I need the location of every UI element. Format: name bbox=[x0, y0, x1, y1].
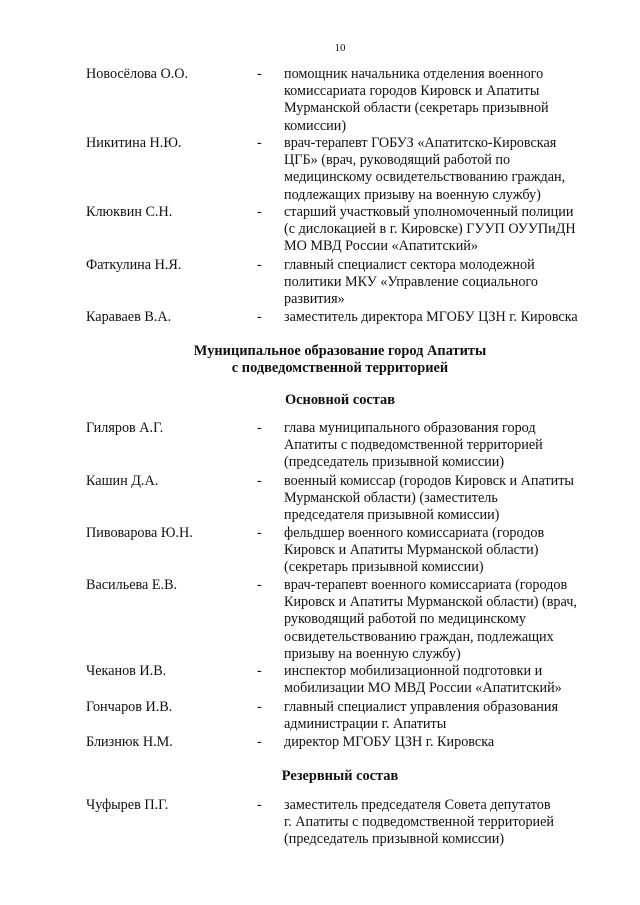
member-name: Гончаров И.В. bbox=[86, 699, 173, 715]
member-position: глава муниципального образования город Апатиты с подведомственной территорией (председатель призывной комиссии) bbox=[284, 420, 543, 471]
separator-dash: - bbox=[257, 135, 262, 151]
member-position: военный комиссар (городов Кировск и Апатиты Мурманской области) (заместитель председателя призывной комиссии) bbox=[284, 473, 574, 524]
list-item bbox=[86, 525, 616, 577]
member-name: Никитина Н.Ю. bbox=[86, 135, 182, 151]
list-item bbox=[86, 204, 616, 257]
member-name: Пивоварова Ю.Н. bbox=[86, 525, 193, 541]
list-item bbox=[86, 66, 616, 135]
member-position: директор МГОБУ ЦЗН г. Кировска bbox=[284, 734, 495, 750]
member-position: заместитель председателя Совета депутатов г. Апатиты с подведомственной территорией (председатель призывной комиссии) bbox=[284, 797, 555, 848]
member-position: инспектор мобилизационной подготовки и мобилизации МО МВД России «Апатитский» bbox=[284, 663, 562, 697]
member-name: Кашин Д.А. bbox=[86, 473, 159, 489]
member-position: старший участковый уполномоченный полиции (с дислокацией в г. Кировске) ГУУП ОУУПиДН МО МВД России «Апатитский» bbox=[284, 204, 576, 255]
list-item bbox=[86, 699, 616, 734]
member-position: заместитель директора МГОБУ ЦЗН г. Кировска bbox=[284, 309, 578, 325]
list-item bbox=[86, 473, 616, 525]
member-name: Васильева Е.В. bbox=[86, 577, 178, 593]
separator-dash: - bbox=[257, 473, 262, 489]
list-item bbox=[86, 309, 616, 327]
separator-dash: - bbox=[257, 663, 262, 679]
list-item bbox=[86, 420, 616, 473]
page-number: 10 bbox=[334, 42, 346, 54]
list-item bbox=[86, 734, 616, 752]
separator-dash: - bbox=[257, 420, 262, 436]
separator-dash: - bbox=[257, 257, 262, 273]
separator-dash: - bbox=[257, 525, 262, 541]
list-item bbox=[86, 257, 616, 309]
separator-dash: - bbox=[257, 699, 262, 715]
member-name: Караваев В.А. bbox=[86, 309, 172, 325]
reserve-composition-list bbox=[86, 797, 616, 850]
main-composition-heading: Основной состав bbox=[284, 392, 396, 408]
separator-dash: - bbox=[257, 66, 262, 82]
commission-members-list bbox=[86, 66, 616, 327]
member-name: Новосёлова О.О. bbox=[86, 66, 189, 82]
member-position: фельдшер военного комиссариата (городов Кировск и Апатиты Мурманской области) (секретарь призывной комиссии) bbox=[284, 525, 545, 576]
member-position: главный специалист управления образования администрации г. Апатиты bbox=[284, 699, 559, 733]
separator-dash: - bbox=[257, 204, 262, 220]
list-item bbox=[86, 577, 616, 663]
member-position: помощник начальника отделения военного комиссариата городов Кировск и Апатиты Мурманской области (секретарь призывной комиссии) bbox=[284, 66, 549, 134]
member-name: Чуфырев П.Г. bbox=[86, 797, 169, 813]
reserve-composition-heading: Резервный состав bbox=[281, 768, 399, 784]
separator-dash: - bbox=[257, 577, 262, 593]
separator-dash: - bbox=[257, 797, 262, 813]
member-name: Чеканов И.В. bbox=[86, 663, 167, 679]
main-composition-list bbox=[86, 420, 616, 752]
member-name: Близнюк Н.М. bbox=[86, 734, 173, 750]
member-name: Гиляров А.Г. bbox=[86, 420, 164, 436]
member-position: врач-терапевт ГОБУЗ «Апатитско-Кировская ЦГБ» (врач, руководящий работой по медицинскому освидетельствованию граждан, подлежащих призыву на военную службу) bbox=[284, 135, 566, 203]
list-item bbox=[86, 663, 616, 699]
separator-dash: - bbox=[257, 309, 262, 325]
list-item bbox=[86, 797, 616, 850]
member-name: Клюквин С.Н. bbox=[86, 204, 173, 220]
separator-dash: - bbox=[257, 734, 262, 750]
municipality-heading: Муниципальное образование город Апатиты с подведомственной территорией bbox=[193, 343, 487, 376]
member-position: главный специалист сектора молодежной политики МКУ «Управление социального развития» bbox=[284, 257, 538, 308]
list-item bbox=[86, 135, 616, 204]
member-name: Фаткулина Н.Я. bbox=[86, 257, 182, 273]
member-position: врач-терапевт военного комиссариата (городов Кировск и Апатиты Мурманской области) (врач, руководящий работой по медицинскому освидетельствованию граждан, подлежащих призыву на военную службу) bbox=[284, 577, 577, 662]
